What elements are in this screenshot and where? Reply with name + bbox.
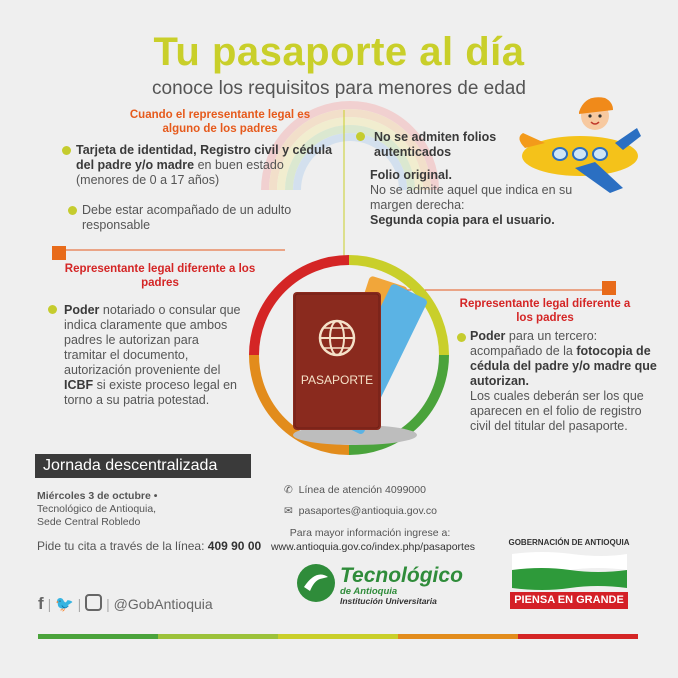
bullet-dot [48,305,57,314]
social-row: f | 🐦 | | @GobAntioquia [38,594,213,613]
piensa-en-grande-badge: PIENSA EN GRANDE [510,592,628,609]
requirement-identity-docs: Tarjeta de identidad, Registro civil y cédula del padre y/o madre en buen estado (menores de 0 a 17 años) [76,143,333,187]
bullet-dot [62,146,71,155]
section-heading-other-rep-right: Representante legal diferente a los padres [459,298,631,324]
phone-icon: ✆ [284,484,293,496]
page-title: Tu pasaporte al día [153,30,525,74]
twitter-icon[interactable]: 🐦 [55,596,74,613]
bullet-dot [356,132,365,141]
section-heading-parents: Cuando el representante legal es alguno de los padres [129,109,311,135]
requirement-no-authenticated: No se admiten folios autenticados [374,130,497,159]
tecnologico-name: Tecnológico [340,564,463,587]
passport-label: PASAPORTE [300,373,374,387]
cita-line: Pide tu cita a través de la línea: 409 90 00 [37,539,262,553]
gobernacion-name: GOBERNACIÓN DE ANTIOQUIA [508,538,630,547]
social-handle: @GobAntioquia [113,596,213,612]
info-url-link[interactable]: www.antioquia.gov.co/index.php/pasaportes [270,541,476,553]
airplane-kid-illustration [515,88,645,198]
phone-line: ✆ Línea de atención 4099000 [284,484,426,496]
section-heading-other-rep-left: Representante legal diferente a los padres [64,263,256,289]
requirement-third-party-power: Poder para un tercero: acompañado de la fotocopia de cédula del padre y/o madre que autorizan. Los cuales deberán ser los que aparecen en el folio de registro civil del titular del pasaporte. [470,329,657,433]
bottom-color-bar [38,634,638,639]
bullet-dot [457,333,466,342]
orange-square-marker [602,281,616,295]
email-line[interactable]: ✉ pasaportes@antioquia.gov.co [284,505,437,517]
requirement-notarized-power: Poder notariado o consular que indica claramente que ambos padres le autorizan para tramitar el documento, autorización proveniente del ICBF si existe proceso legal en torno a su patria potestad. [64,303,241,407]
tecnologico-sub: de Antioquia [340,586,398,597]
tecnologico-logo-icon [296,563,336,603]
requirement-original-folio: Folio original. No se admite aquel que indica en su margen derecha: Segunda copia para el usuario. [370,168,573,227]
jornada-details: Miércoles 3 de octubre • Tecnológico de Antioquia, Sede Central Robledo [37,490,158,528]
facebook-icon[interactable]: f [38,594,44,613]
antioquia-flag [512,550,627,590]
page-subtitle: conoce los requisitos para menores de edad [152,78,526,99]
mail-icon: ✉ [284,505,293,517]
tecnologico-institution: Institución Universitaria [340,596,437,606]
more-info-text: Para mayor información ingrese a: [289,527,451,539]
orange-square-marker [52,246,66,260]
requirement-adult-escort: Debe estar acompañado de un adulto responsable [82,203,292,232]
instagram-icon[interactable] [85,594,102,611]
bullet-dot [68,206,77,215]
jornada-banner: Jornada descentralizada [35,454,251,478]
passport-illustration [285,270,435,450]
